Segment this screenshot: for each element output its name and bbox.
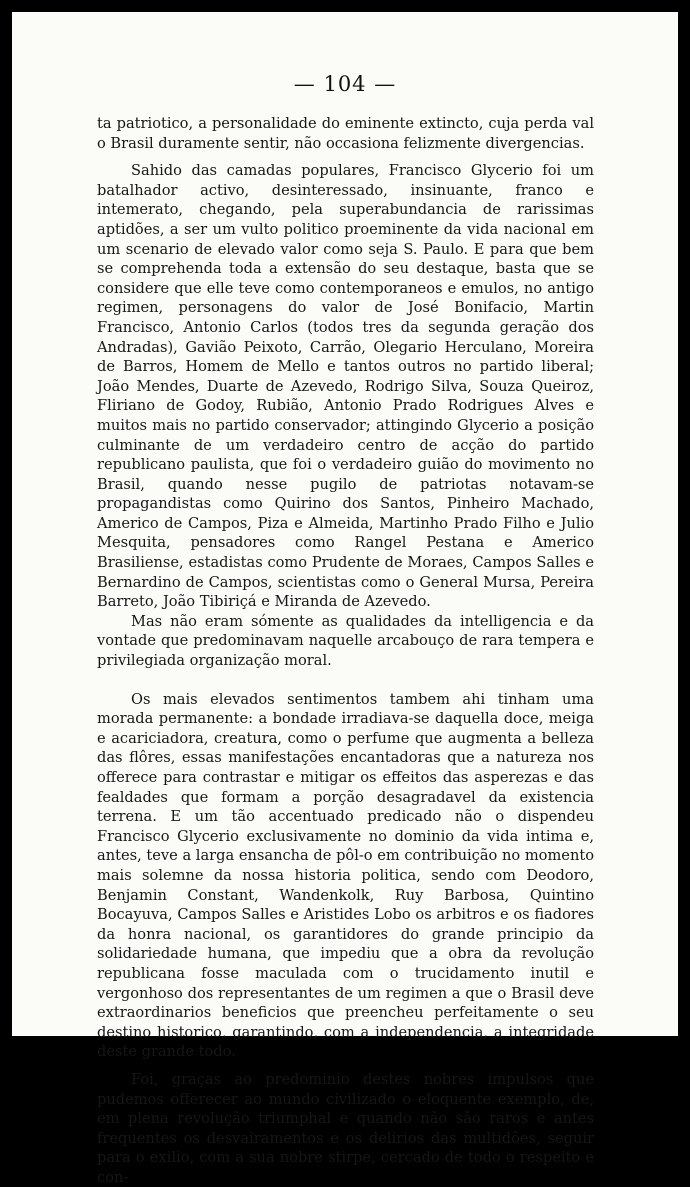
paragraph-4: Os mais elevados sentimentos tambem ahi tinham uma morada permanente: a bondade irradiava-se daquella doce, meiga e acariciadora, creatura, como o perfume que augmenta a belleza das flôres, essas manifestações encantadoras que a natureza nos offerece para contrastar e mitigar os effeitos das asperezas e das fealdades que formam a porção desagradavel da existencia terrena. E um tão accentuado predicado não o dispendeu Francisco Glycerio exclusivamente no dominio da vida intima e, antes, teve a larga ensancha de pôl-o em contribuição no momento mais solemne da nossa historia politica, sendo com Deodoro, Benjamin Constant, Wandenkolk, Ruy Barbosa, Quintino Bocayuva, Campos Salles e Aristides Lobo os arbitros e os fiadores da honra nacional, os garantidores do grande principio da solidariedade humana, que impediu que a obra da revolução republicana fosse maculada com o trucidamento inutil e vergonhoso dos representantes de um regimen a que o Brasil deve extraordinarios beneficios que preencheu perfeitamente o seu destino historico, garantindo, com a independencia, a integridade deste grande todo. (97, 690, 594, 1061)
book-page (12, 12, 678, 1186)
paragraph-2: Sahido das camadas populares, Francisco Glycerio foi um batalhador activo, desinteressado, insinuante, franco e intemerato, chegando, pela superabundancia de rarissimas aptidões, a ser um vulto politico proeminente da vida nacional em um scenario de elevado valor como seja S. Paulo. E para que bem se comprehenda toda a extensão do seu destaque, basta que se considere que elle teve como contemporaneos e emulos, no antigo regimen, personagens do valor de José Bonifacio, Martin Francisco, Antonio Carlos (todos tres da segunda geração dos Andradas), Gavião Peixoto, Carrão, Olegario Herculano, Moreira de Barros, Homem de Mello e tantos outros no partido liberal; João Mendes, Duarte de Azevedo, Rodrigo Silva, Souza Queiroz, Fliriano de Godoy, Rubião, Antonio Prado Rodrigues Alves e muitos mais no partido conservador; attingindo Glycerio a posição culminante de um verdadeiro centro de acção do partido republicano paulista, que foi o verdadeiro guião do movimento no Brasil, quando nesse pugilo de patriotas notavam-se propagandistas como Quirino dos Santos, Pinheiro Machado, Americo de Campos, Piza e Almeida, Martinho Prado Filho e Julio Mesquita, pensadores como Rangel Pestana e Americo Brasiliense, estadistas como Prudente de Moraes, Campos Salles e Bernardino de Campos, scientistas como o General Mursa, Pereira Barreto, João Tibiriçá e Miranda de Azevedo. (97, 162, 594, 611)
page-number: — 104 — (293, 72, 397, 96)
body-text (97, 114, 594, 1187)
paragraph-3: Mas não eram sómente as qualidades da intelligencia e da vontade que predominavam naquelle arcabouço de rara tempera e privilegiada organização moral. (97, 612, 594, 670)
paragraph-1: ta patriotico, a personalidade do eminente extincto, cuja perda val o Brasil duramente sentir, não occasiona felizmente divergencias. (97, 115, 594, 152)
paragraph-5: Foi, graças ao predominio destes nobres impulsos que pudemos offerecer ao mundo civilizado o eloquente exemplo, de, em plena revolução triumphal e quando não são raros e antes frequentes os desvairamentos e os delirios das multidões, seguir para o exilio, com a sua nobre stirpe, cercado de todo o respeito e con- (97, 1070, 594, 1186)
